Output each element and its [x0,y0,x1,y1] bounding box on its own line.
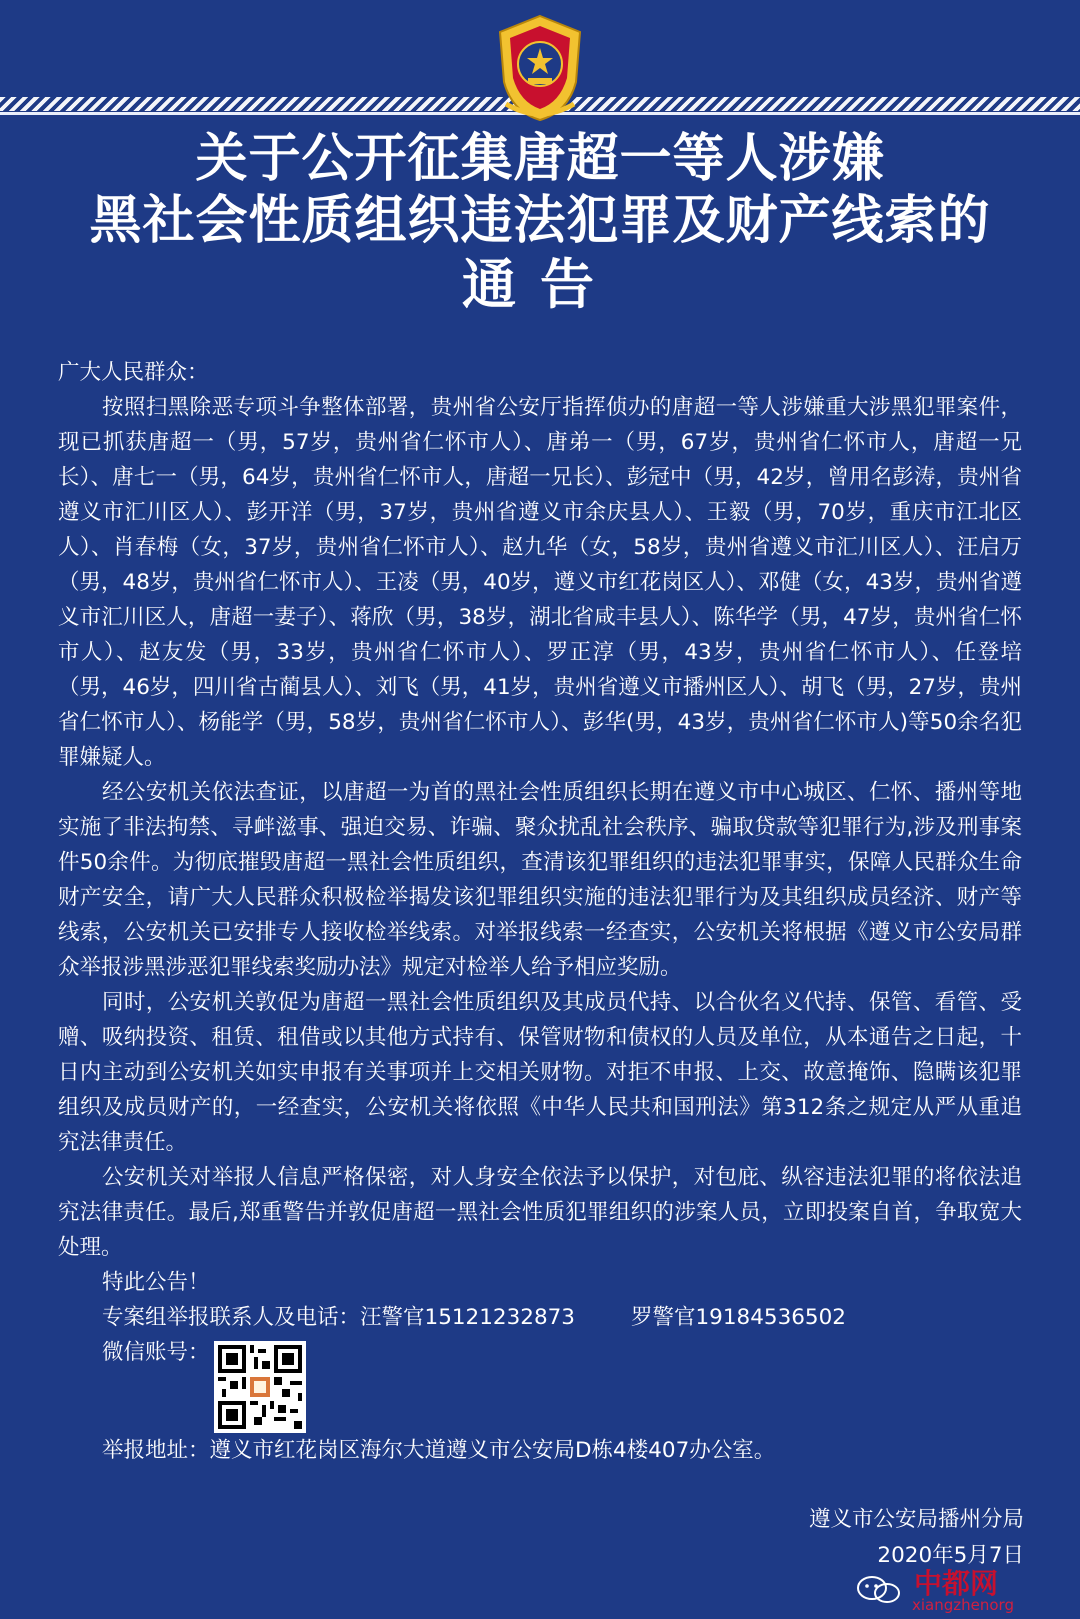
report-address: 举报地址：遵义市红花岗区海尔大道遵义市公安局D栋4楼407办公室。 [102,1438,776,1463]
notice-body [58,355,1022,1468]
issue-date: 2020年5月7日 [877,1543,1024,1568]
paragraph-3: 同时，公安机关敦促为唐超一黑社会性质组织及其成员代持、以合伙名义代持、保管、看管、受赠、吸纳投资、租赁、租借或以其他方式持有、保管财物和债权的人员及单位，从本通告之日起，十日内主动到公安机关如实申报有关事项并上交相关财物。对拒不申报、上交、故意掩饰、隐瞒该犯罪组织及成员财产的，一经查实，公安机关将依照《中华人民共和国刑法》第312条之规定从严从重追究法律责任。 [58,990,1022,1155]
title-line-2: 黑社会性质组织违法犯罪及财产线索的 [89,191,991,251]
contact-label: 专案组举报联系人及电话： [102,1305,361,1330]
greeting: 广大人民群众： [58,360,209,385]
police-emblem-icon [488,12,592,124]
issuer-org: 遵义市公安局播州分局 [808,1507,1024,1532]
contact-line [58,1300,1022,1335]
notice-title [0,128,1080,316]
closing-line: 特此公告！ [102,1270,210,1295]
paragraph-4: 公安机关对举报人信息严格保密，对人身安全依法予以保护，对包庇、纵容违法犯罪的将依法追究法律责任。最后,郑重警告并敦促唐超一黑社会性质犯罪组织的涉案人员，立即投案自首，争取宽大处理。 [58,1165,1022,1260]
contact-2: 罗警官19184536502 [631,1305,846,1330]
qr-code-icon[interactable] [214,1341,306,1433]
paragraph-2: 经公安机关依法查证，以唐超一为首的黑社会性质组织长期在遵义市中心城区、仁怀、播州等地实施了非法拘禁、寻衅滋事、强迫交易、诈骗、聚众扰乱社会秩序、骗取贷款等犯罪行为,涉及刑事案件50余件。为彻底摧毁唐超一黑社会性质组织，查清该犯罪组织的违法犯罪事实，保障人民群众生命财产安全，请广大人民群众积极检举揭发该犯罪组织实施的违法犯罪行为及其组织成员经济、财产等线索，公安机关已安排专人接收检举线索。对举报线索一经查实，公安机关将根据《遵义市公安局群众举报涉黑涉恶犯罪线索奖励办法》规定对检举人给予相应奖励。 [58,780,1022,980]
paragraph-1: 按照扫黑除恶专项斗争整体部署，贵州省公安厅指挥侦办的唐超一等人涉嫌重大涉黑犯罪案件，现已抓获唐超一（男，57岁，贵州省仁怀市人）、唐弟一（男，67岁，贵州省仁怀市人，唐超一兄长）、唐七一（男，64岁，贵州省仁怀市人，唐超一兄长）、彭冠中（男，42岁，曾用名彭涛，贵州省遵义市汇川区人）、彭开洋（男，37岁，贵州省遵义市余庆县人）、王毅（男，70岁，重庆市江北区人）、肖春梅（女，37岁，贵州省仁怀市人）、赵九华（女，58岁，贵州省遵义市汇川区人）、汪启万（男，48岁，贵州省仁怀市人）、王凌（男，40岁，遵义市红花岗区人）、邓健（女，43岁，贵州省遵义市汇川区人，唐超一妻子）、蒋欣（男，38岁，湖北省咸丰县人）、陈华学（男，47岁，贵州省仁怀市人）、赵友发（男，33岁，贵州省仁怀市人）、罗正淳（男，43岁，贵州省仁怀市人）、任登培（男，46岁，四川省古蔺县人）、刘飞（男，41岁，贵州省遵义市播州区人）、胡飞（男，27岁，贵州省仁怀市人）、杨能学（男，58岁，贵州省仁怀市人）、彭华(男，43岁，贵州省仁怀市人)等50余名犯罪嫌疑人。 [58,395,1022,770]
title-line-3: 通告 [462,253,618,316]
title-line-1: 关于公开征集唐超一等人涉嫌 [195,129,885,189]
watermark [854,1562,1064,1614]
watermark-text: 中都网 [914,1567,999,1600]
watermark-url: xiangzhenorg [912,1596,1014,1614]
wechat-icon [854,1574,906,1606]
wechat-row [58,1335,1022,1433]
contact-1: 汪警官15121232873 [360,1305,575,1330]
wechat-label: 微信账号： [102,1340,210,1365]
